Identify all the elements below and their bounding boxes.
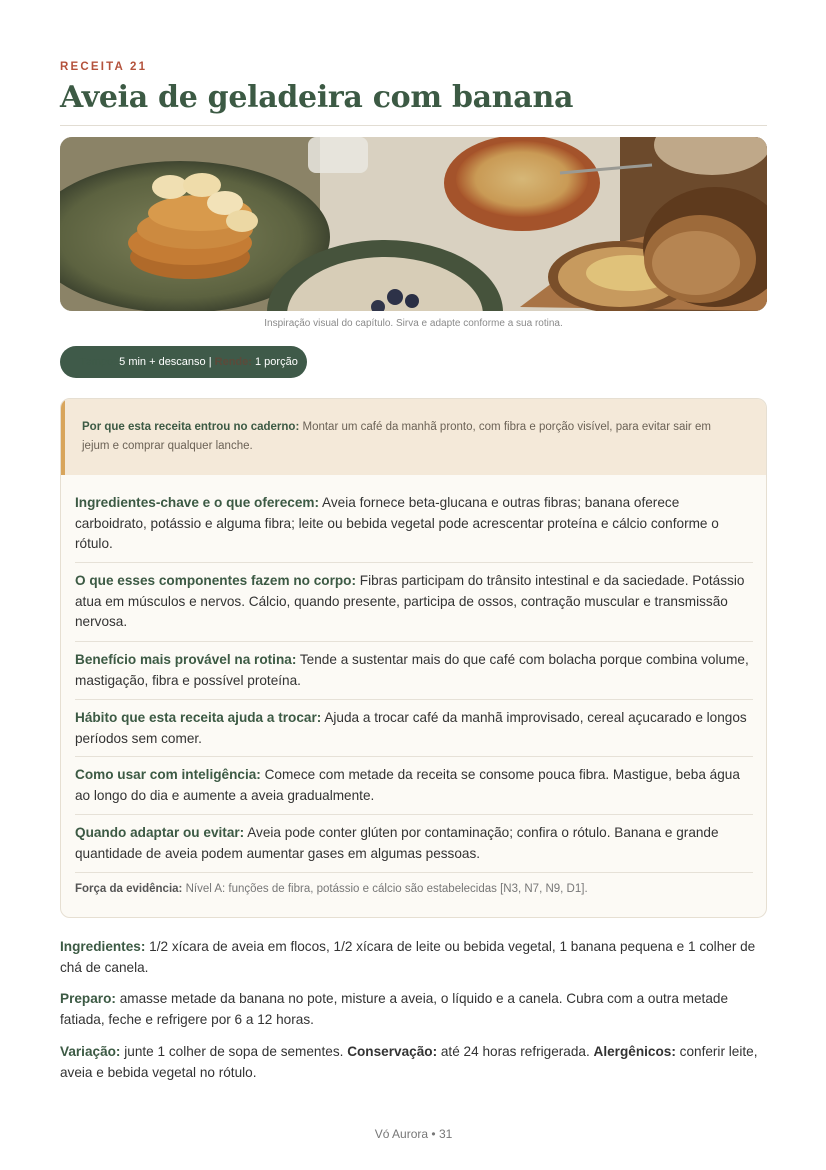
why-callout — [61, 399, 766, 475]
card-item — [75, 650, 753, 691]
alergenicos-label: Alergênicos: — [593, 1044, 676, 1059]
card-item-label: Quando adaptar ou evitar: — [75, 825, 245, 840]
why-label: Por que esta receita entrou no caderno: — [82, 421, 300, 433]
recipe-number: RECEITA 21 — [60, 61, 148, 73]
title-divider — [60, 125, 767, 126]
card-item-text: Ajuda a trocar café da manhã improvisado, cereal açucarado e longos períodos sem comer. — [75, 710, 747, 746]
evidence-line — [75, 883, 753, 895]
yield-value: 1 porção — [255, 356, 298, 368]
card-divider — [75, 814, 753, 815]
card-divider — [75, 699, 753, 700]
card-divider — [75, 641, 753, 642]
page-title: Aveia de geladeira com banana — [60, 80, 574, 115]
card-item-text: Comece com metade da receita se consome pouca fibra. Mastigue, beba água ao longo do dia e aumente a aveia gradualmente. — [75, 767, 740, 803]
evidence-text: Nível A: funções de fibra, potássio e cálcio são estabelecidas [N3, N7, N9, D1]. — [185, 883, 588, 895]
card-item-label: Como usar com inteligência: — [75, 767, 261, 782]
ingredients-label: Ingredientes: — [60, 939, 146, 954]
recipe-meta-badge — [60, 346, 307, 378]
card-divider — [75, 562, 753, 563]
ingredients-text: 1/2 xícara de aveia em flocos, 1/2 xícara de leite ou bebida vegetal, 1 banana pequena e 1 colher de chá de canela. — [60, 939, 756, 975]
hero-caption: Inspiração visual do capítulo. Sirva e adapte conforme a sua rotina. — [264, 318, 563, 329]
why-text: Montar um café da manhã pronto, com fibra e porção visível, para evitar sair em jejum e comprar qualquer lanche. — [82, 421, 711, 452]
hero-illustration — [60, 137, 767, 311]
preparo-paragraph — [60, 989, 767, 1030]
card-item-text: Fibras participam do trânsito intestinal e da saciedade. Potássio atua em músculos e nervos. Cálcio, quando presente, participa de ossos, contração muscular e transmissão nervosa. — [75, 573, 745, 629]
hero-image — [60, 137, 767, 311]
evidence-label: Força da evidência: — [75, 883, 183, 895]
card-item — [75, 708, 753, 749]
conservacao-label: Conservação: — [347, 1044, 438, 1059]
card-divider — [75, 756, 753, 757]
conservacao-text: até 24 horas refrigerada. — [440, 1044, 590, 1059]
page-footer: Vó Aurora • 31 — [374, 1127, 453, 1141]
time-label: Tempo: — [80, 356, 117, 368]
ingredients-paragraph — [60, 937, 767, 978]
variacao-label: Variação: — [60, 1044, 121, 1059]
time-value: 5 min + descanso — [119, 356, 206, 368]
card-item — [75, 765, 753, 806]
nutrition-card — [60, 398, 767, 918]
alergenicos-text: conferir leite, aveia e bebida vegetal no rótulo. — [60, 1044, 758, 1080]
card-item — [75, 571, 753, 633]
preparo-label: Preparo: — [60, 991, 116, 1006]
card-divider — [75, 872, 753, 873]
card-item-text: Aveia fornece beta-glucana e outras fibras; banana oferece carboidrato, potássio e alguma fibra; leite ou bebida vegetal pode acrescentar proteína e cálcio conforme o rótulo. — [75, 495, 719, 551]
card-item-label: Hábito que esta receita ajuda a trocar: — [75, 710, 322, 725]
preparo-text: amasse metade da banana no pote, misture a aveia, o líquido e a canela. Cubra com a outra metade fatiada, feche e refrigere por 6 a 12 horas. — [60, 991, 729, 1027]
meta-divider: | — [208, 356, 212, 368]
card-item-label: Benefício mais provável na rotina: — [75, 652, 297, 667]
card-item — [75, 823, 753, 864]
variacao-text: junte 1 colher de sopa de sementes. — [124, 1044, 344, 1059]
card-item-text: Aveia pode conter glúten por contaminação; confira o rótulo. Banana e grande quantidade de aveia podem aumentar gases em algumas pessoas. — [75, 825, 719, 861]
card-item-label: Ingredientes-chave e o que oferecem: — [75, 495, 320, 510]
variacao-paragraph — [60, 1042, 767, 1083]
yield-label: Rende: — [214, 356, 252, 368]
card-item-text: Tende a sustentar mais do que café com bolacha porque combina volume, mastigação, fibra e possível proteína. — [75, 652, 749, 688]
card-item — [75, 493, 753, 555]
card-item-label: O que esses componentes fazem no corpo: — [75, 573, 357, 588]
